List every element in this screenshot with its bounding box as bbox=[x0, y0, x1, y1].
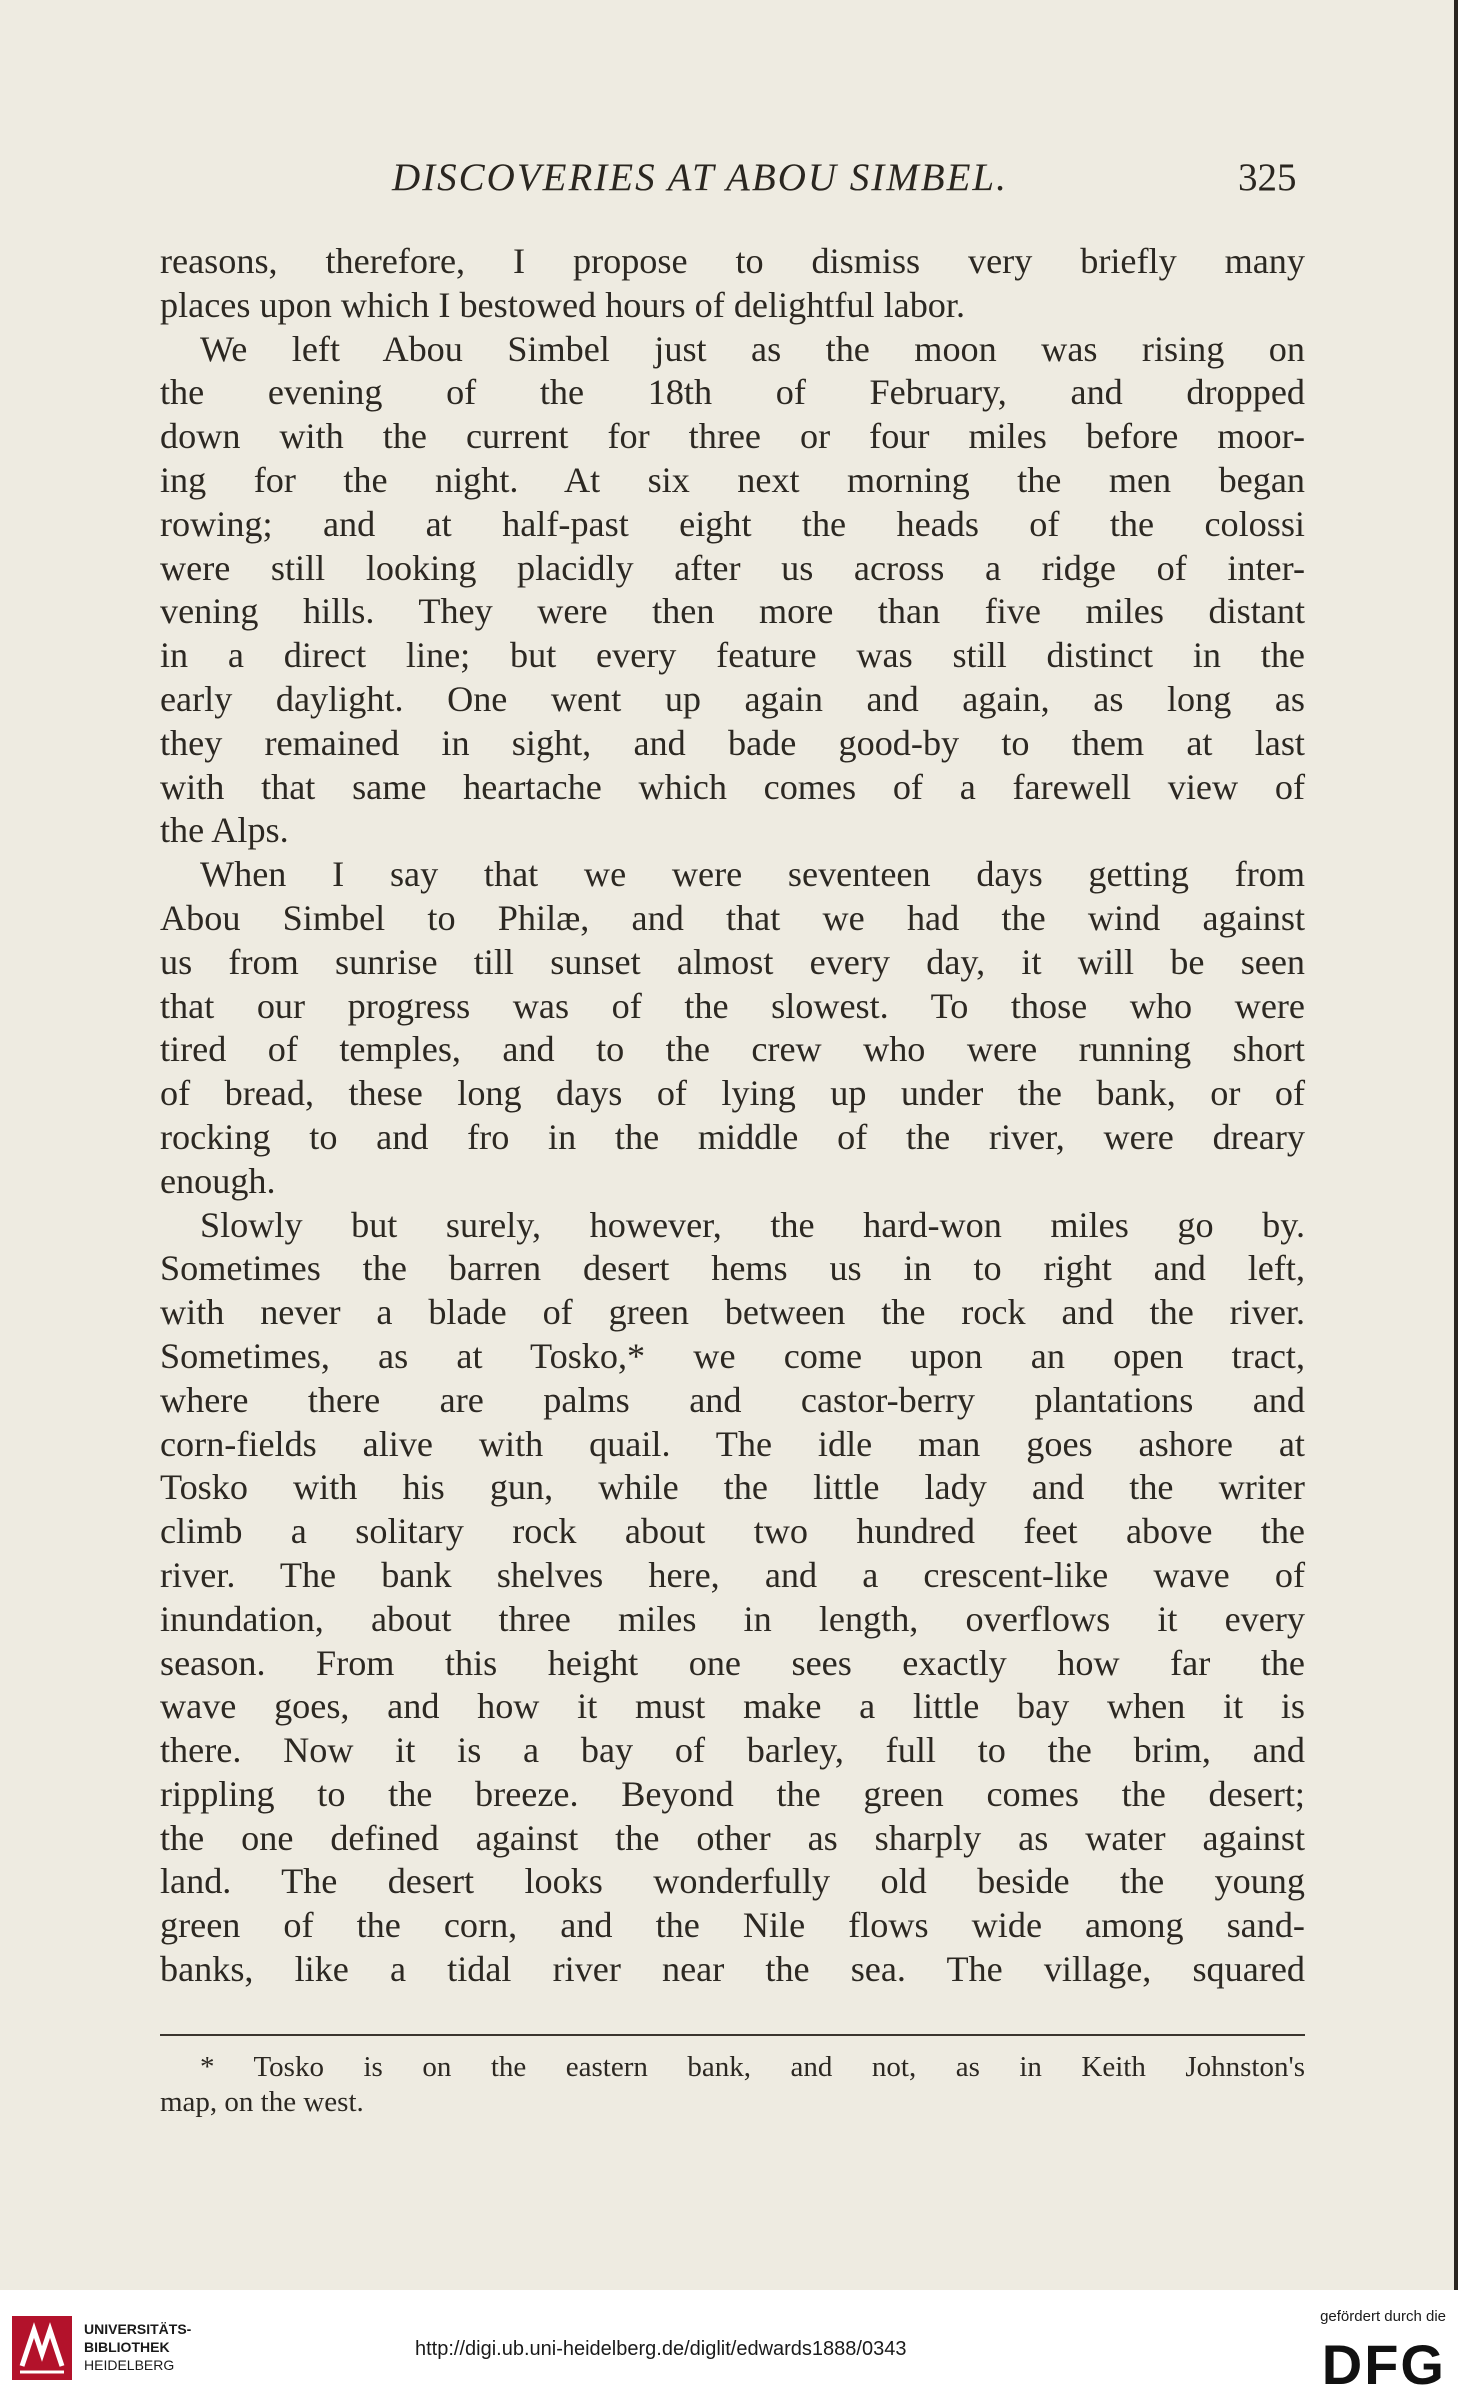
text-line: ing for the night. At six next morning the men began bbox=[160, 459, 1305, 500]
text-line: river. The bank shelves here, and a crescent-like wave of bbox=[160, 1554, 1305, 1595]
text-line: the Alps. bbox=[160, 810, 289, 851]
text-line: We left Abou Simbel just as the moon was rising on bbox=[200, 328, 1305, 369]
text-line: with that same heartache which comes of a farewell view of bbox=[160, 766, 1305, 807]
text-line: corn-fields alive with quail. The idle man goes ashore at bbox=[160, 1423, 1305, 1464]
sponsor-tagline: gefördert durch die bbox=[1320, 2308, 1446, 2325]
page-number: 325 bbox=[1238, 156, 1297, 199]
text-line: land. The desert looks wonderfully old beside the young bbox=[160, 1861, 1305, 1902]
text-line: there. Now it is a bay of barley, full to the brim, and bbox=[160, 1730, 1305, 1771]
text-line: with never a blade of green between the rock and the river. bbox=[160, 1292, 1305, 1333]
text-line: Sometimes the barren desert hems us in to right and left, bbox=[160, 1248, 1305, 1289]
text-line: the evening of the 18th of February, and dropped bbox=[160, 372, 1305, 413]
footnote bbox=[160, 2050, 1305, 2120]
text-line: of bread, these long days of lying up under the bank, or of bbox=[160, 1073, 1305, 1114]
text-line: rocking to and fro in the middle of the river, were dreary bbox=[160, 1116, 1305, 1157]
university-seal-icon bbox=[12, 2316, 72, 2380]
text-line: season. From this height one sees exactly how far the bbox=[160, 1642, 1305, 1683]
body-text bbox=[160, 240, 1305, 1992]
text-line: down with the current for three or four miles before moor- bbox=[160, 416, 1305, 457]
text-line: that our progress was of the slowest. To those who were bbox=[160, 985, 1305, 1026]
text-line: Tosko with his gun, while the little lady and the writer bbox=[160, 1467, 1305, 1508]
text-line: tired of temples, and to the crew who were running short bbox=[160, 1029, 1305, 1070]
text-line: vening hills. They were then more than five miles distant bbox=[160, 591, 1305, 632]
text-line: green of the corn, and the Nile flows wide among sand- bbox=[160, 1905, 1305, 1946]
text-line: rippling to the breeze. Beyond the green comes the desert; bbox=[160, 1773, 1305, 1814]
permalink-url[interactable]: http://digi.ub.uni-heidelberg.de/diglit/edwards1888/0343 bbox=[415, 2338, 907, 2360]
library-logo[interactable] bbox=[12, 2314, 202, 2384]
dfg-logo-icon: DFG bbox=[1321, 2333, 1446, 2396]
running-title: DISCOVERIES AT ABOU SIMBEL. bbox=[392, 156, 1008, 199]
text-line: they remained in sight, and bade good-by to them at last bbox=[160, 722, 1305, 763]
text-line: where there are palms and castor-berry plantations and bbox=[160, 1379, 1305, 1420]
text-line: the one defined against the other as sharply as water against bbox=[160, 1817, 1305, 1858]
library-name-line: HEIDELBERG bbox=[84, 2357, 175, 2373]
text-line: inundation, about three miles in length, overflows it every bbox=[160, 1598, 1305, 1639]
library-name bbox=[84, 2320, 191, 2374]
text-line: Sometimes, as at Tosko,* we come upon an open tract, bbox=[160, 1335, 1305, 1376]
text-line: us from sunrise till sunset almost every day, it will be seen bbox=[160, 941, 1305, 982]
library-name-line: BIBLIOTHEK bbox=[84, 2339, 170, 2355]
text-line: wave goes, and how it must make a little bay when it is bbox=[160, 1686, 1305, 1727]
text-line: climb a solitary rock about two hundred feet above the bbox=[160, 1511, 1305, 1552]
text-line: Abou Simbel to Philæ, and that we had the wind against bbox=[160, 897, 1305, 938]
text-line: early daylight. One went up again and again, as long as bbox=[160, 678, 1305, 719]
footnote-rule bbox=[160, 2034, 1305, 2036]
text-line: rowing; and at half-past eight the heads of the colossi bbox=[160, 503, 1305, 544]
text-line: places upon which I bestowed hours of delightful labor. bbox=[160, 284, 965, 325]
sponsor-logo[interactable] bbox=[1266, 2308, 1446, 2396]
text-line: When I say that we were seventeen days getting from bbox=[200, 854, 1305, 895]
text-line: enough. bbox=[160, 1160, 276, 1201]
library-name-line: UNIVERSITÄTS- bbox=[84, 2321, 192, 2337]
text-line: were still looking placidly after us across a ridge of inter- bbox=[160, 547, 1305, 588]
running-head bbox=[0, 155, 1454, 215]
footnote-line: * Tosko is on the eastern bank, and not, as in Keith Johnston's bbox=[200, 2051, 1305, 2083]
footnote-line: map, on the west. bbox=[160, 2086, 364, 2118]
viewer-footer bbox=[0, 2290, 1461, 2403]
text-line: reasons, therefore, I propose to dismiss very briefly many bbox=[160, 241, 1305, 281]
text-line: in a direct line; but every feature was still distinct in the bbox=[160, 635, 1305, 676]
text-line: Slowly but surely, however, the hard-won miles go by. bbox=[200, 1204, 1305, 1245]
text-line: banks, like a tidal river near the sea. The village, squared bbox=[160, 1949, 1305, 1990]
